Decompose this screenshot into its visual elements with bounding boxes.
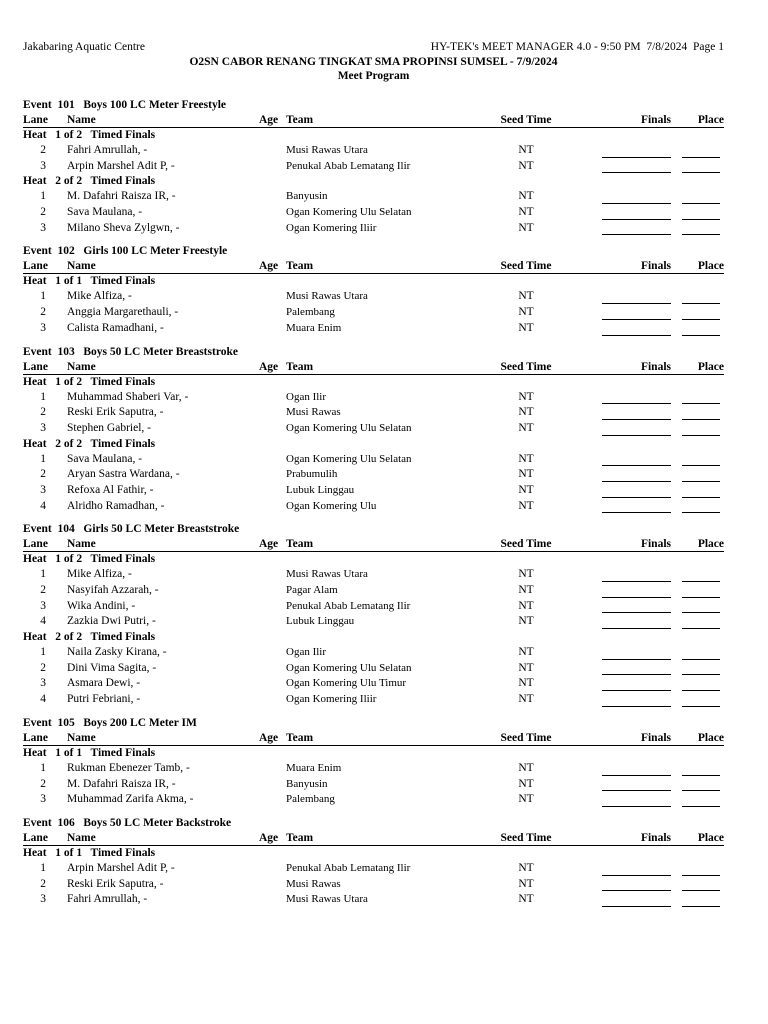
team-name: Musi Rawas Utara [286,568,368,581]
swimmer-name: M. Dafahri Raisza IR, - [67,777,176,790]
event-block [23,523,724,708]
swimmer-name: Fahri Amrullah, - [67,893,148,906]
lane-number: 3 [40,793,46,806]
finals-blank [602,435,671,436]
entry-row [23,321,724,337]
seed-time: NT [518,584,534,596]
column-header-lane: Lane [23,260,48,273]
seed-time: NT [518,406,534,419]
team-name: Palembang [286,306,335,319]
entry-row [23,390,724,406]
event-block [23,817,724,908]
seed-time: NT [518,452,534,465]
place-blank [682,512,720,513]
event-block [23,717,724,808]
entry-row [23,221,724,237]
finals-blank [602,790,671,791]
column-header-finals: Finals [640,731,671,744]
swimmer-name: Calista Ramadhani, - [67,321,164,334]
lane-number: 2 [40,144,46,156]
column-header-age: Age [259,260,279,273]
place-blank [682,612,720,613]
place-blank [682,706,720,707]
event-title: Event 104 Girls 50 LC Meter Breaststroke [23,523,240,536]
finals-blank [602,497,671,498]
lane-number: 1 [40,646,46,659]
entry-row [23,792,724,808]
finals-blank [602,674,671,675]
seed-time: NT [518,793,534,806]
seed-time: NT [518,144,534,156]
column-header-finals: Finals [640,831,671,844]
seed-time: NT [518,190,534,203]
entry-row [23,599,724,615]
seed-time: NT [518,661,534,674]
heat-label: Heat 1 of 2 Timed Finals [23,129,156,141]
seed-time: NT [518,468,534,481]
finals-blank [602,806,671,807]
team-name: Penukal Abab Lematang Ilir [286,599,411,612]
finals-blank [602,465,671,466]
entry-row [23,645,724,661]
finals-blank [602,219,671,220]
entry-row [23,676,724,692]
seed-time: NT [518,893,534,906]
column-header-age: Age [259,538,279,551]
event-title: Event 106 Boys 50 LC Meter Backstroke [23,816,232,829]
events-list [23,99,724,908]
column-headers [23,537,724,552]
place-blank [682,157,720,158]
team-name: Ogan Komering Ulu [286,499,377,512]
finals-blank [602,419,671,420]
lane-number: 2 [40,584,46,596]
entry-row [23,777,724,793]
team-name: Musi Rawas Utara [286,893,368,906]
entry-row [23,661,724,677]
seed-time: NT [518,306,534,319]
column-header-team: Team [286,114,314,126]
place-blank [682,497,720,498]
column-header-seed: Seed Time [500,260,552,273]
document-subtitle: Meet Program [337,70,410,82]
team-name: Ogan Komering Ulu Selatan [286,452,412,465]
column-header-lane: Lane [23,538,48,551]
finals-blank [602,234,671,235]
column-header-lane: Lane [23,114,48,126]
team-name: Banyusin [286,777,328,790]
place-blank [682,790,720,791]
finals-blank [602,335,671,336]
finals-blank [602,403,671,404]
place-blank [682,597,720,598]
finals-blank [602,659,671,660]
column-header-place: Place [697,731,724,744]
swimmer-name: Sava Maulana, - [67,206,143,219]
entry-row [23,143,724,159]
finals-blank [602,319,671,320]
team-name: Ogan Ilir [286,390,327,403]
entry-row [23,892,724,908]
swimmer-name: Reski Erik Saputra, - [67,877,164,890]
entry-row [23,452,724,468]
place-blank [682,674,720,675]
entry-row [23,761,724,777]
team-name: Musi Rawas [286,406,341,419]
column-headers [23,259,724,274]
seed-time: NT [518,290,534,303]
seed-time: NT [518,777,534,790]
finals-blank [602,581,671,582]
lane-number: 3 [40,221,46,234]
column-headers [23,360,724,375]
swimmer-name: M. Dafahri Raisza IR, - [67,190,176,203]
column-header-lane: Lane [23,731,48,744]
heat-label: Heat 2 of 2 Timed Finals [23,631,156,644]
finals-blank [602,597,671,598]
finals-blank [602,512,671,513]
column-header-finals: Finals [640,114,671,126]
column-header-name: Name [67,538,96,551]
heat-label: Heat 1 of 2 Timed Finals [23,553,156,566]
swimmer-name: Dini Vima Sagita, - [67,661,157,674]
lane-number: 2 [40,777,46,790]
team-name: Ogan Komering Iliir [286,221,377,234]
place-blank [682,465,720,466]
swimmer-name: Nasyifah Azzarah, - [67,584,159,596]
place-blank [682,319,720,320]
entry-row [23,877,724,893]
lane-number: 3 [40,321,46,334]
team-name: Ogan Komering Iliir [286,693,377,706]
column-header-team: Team [286,731,314,744]
column-header-seed: Seed Time [500,360,552,373]
heat-label: Heat 1 of 2 Timed Finals [23,375,156,388]
swimmer-name: Wika Andini, - [67,599,136,612]
place-blank [682,659,720,660]
lane-number: 4 [40,615,46,628]
column-headers [23,731,724,746]
place-blank [682,906,720,907]
column-header-finals: Finals [640,538,671,551]
finals-blank [602,203,671,204]
lane-number: 1 [40,568,46,581]
column-header-age: Age [259,114,279,126]
seed-time: NT [518,877,534,890]
event-block [23,346,724,515]
entry-row [23,189,724,205]
entry-row [23,861,724,877]
team-name: Musi Rawas [286,877,341,890]
seed-time: NT [518,390,534,403]
swimmer-name: Refoxa Al Fathir, - [67,483,154,496]
entry-row [23,567,724,583]
seed-time: NT [518,483,534,496]
team-name: Lubuk Linggau [286,483,355,496]
entry-row [23,405,724,421]
team-name: Lubuk Linggau [286,615,355,628]
swimmer-name: Fahri Amrullah, - [67,144,148,156]
lane-number: 1 [40,861,46,874]
lane-number: 1 [40,761,46,774]
lane-number: 1 [40,452,46,465]
team-name: Palembang [286,793,335,806]
page-header [23,41,724,56]
swimmer-name: Putri Febriani, - [67,693,141,706]
lane-number: 3 [40,599,46,612]
seed-time: NT [518,206,534,219]
place-blank [682,234,720,235]
entry-row [23,483,724,499]
seed-time: NT [518,861,534,874]
seed-time: NT [518,761,534,774]
entry-row [23,614,724,630]
column-header-team: Team [286,260,314,273]
lane-number: 4 [40,499,46,512]
place-blank [682,806,720,807]
swimmer-name: Mike Alfiza, - [67,568,132,581]
column-header-team: Team [286,538,314,551]
software-info: HY-TEK's MEET MANAGER 4.0 - 9:50 PM 7/8/2024 Page 1 [430,41,724,53]
column-header-team: Team [286,360,314,373]
team-name: Ogan Ilir [286,646,327,659]
column-header-seed: Seed Time [500,114,552,126]
column-header-place: Place [697,831,724,844]
heat-label: Heat 2 of 2 Timed Finals [23,437,156,450]
entry-row [23,421,724,437]
place-blank [682,403,720,404]
swimmer-name: Reski Erik Saputra, - [67,406,164,419]
team-name: Muara Enim [286,321,342,334]
meet-title: O2SN CABOR RENANG TINGKAT SMA PROPINSI SUMSEL - 7/9/2024 [189,56,558,68]
finals-blank [602,157,671,158]
seed-time: NT [518,615,534,628]
finals-blank [602,690,671,691]
heat-label: Heat 2 of 2 Timed Finals [23,175,156,188]
column-header-finals: Finals [640,360,671,373]
finals-blank [602,890,671,891]
column-header-seed: Seed Time [500,831,552,844]
seed-time: NT [518,693,534,706]
seed-time: NT [518,568,534,581]
team-name: Musi Rawas Utara [286,290,368,303]
lane-number: 3 [40,421,46,434]
lane-number: 2 [40,877,46,890]
column-header-name: Name [67,731,96,744]
column-header-name: Name [67,114,96,126]
event-block [23,99,724,236]
lane-number: 1 [40,190,46,203]
team-name: Ogan Komering Ulu Selatan [286,206,412,219]
team-name: Banyusin [286,190,328,203]
entry-row [23,692,724,708]
team-name: Ogan Komering Ulu Timur [286,677,407,690]
place-blank [682,481,720,482]
seed-time: NT [518,159,534,172]
place-blank [682,203,720,204]
lane-number: 3 [40,159,46,172]
swimmer-name: Muhammad Zarifa Akma, - [67,793,194,806]
seed-time: NT [518,599,534,612]
event-title: Event 103 Boys 50 LC Meter Breaststroke [23,345,238,358]
swimmer-name: Zazkia Dwi Putri, - [67,615,156,628]
swimmer-name: Muhammad Shaberi Var, - [67,390,189,403]
swimmer-name: Mike Alfiza, - [67,290,132,303]
place-blank [682,628,720,629]
event-title: Event 102 Girls 100 LC Meter Freestyle [23,245,228,258]
seed-time: NT [518,499,534,512]
lane-number: 2 [40,468,46,481]
column-header-seed: Seed Time [500,731,552,744]
meet-program-page [23,41,724,917]
column-header-team: Team [286,831,314,844]
team-name: Prabumulih [286,468,338,481]
finals-blank [602,481,671,482]
team-name: Musi Rawas Utara [286,144,368,156]
team-name: Penukal Abab Lematang Ilir [286,159,411,172]
lane-number: 3 [40,677,46,690]
event-title: Event 105 Boys 200 LC Meter IM [23,716,197,729]
heat-label: Heat 1 of 1 Timed Finals [23,275,156,288]
place-blank [682,690,720,691]
team-name: Ogan Komering Ulu Selatan [286,421,412,434]
column-header-lane: Lane [23,360,48,373]
team-name: Ogan Komering Ulu Selatan [286,661,412,674]
lane-number: 1 [40,290,46,303]
entry-row [23,467,724,483]
lane-number: 1 [40,390,46,403]
seed-time: NT [518,221,534,234]
finals-blank [602,303,671,304]
swimmer-name: Rukman Ebenezer Tamb, - [67,761,190,774]
place-blank [682,172,720,173]
entry-row [23,583,724,599]
column-header-lane: Lane [23,831,48,844]
column-header-age: Age [259,731,279,744]
swimmer-name: Anggia Margarethauli, - [67,306,179,319]
lane-number: 3 [40,483,46,496]
column-header-finals: Finals [640,260,671,273]
place-blank [682,775,720,776]
finals-blank [602,775,671,776]
finals-blank [602,612,671,613]
place-blank [682,435,720,436]
entry-row [23,305,724,321]
place-blank [682,303,720,304]
column-header-place: Place [697,260,724,273]
swimmer-name: Aryan Sastra Wardana, - [67,468,180,481]
swimmer-name: Sava Maulana, - [67,452,143,465]
column-header-name: Name [67,831,96,844]
finals-blank [602,906,671,907]
venue-name: Jakabaring Aquatic Centre [23,41,145,53]
lane-number: 2 [40,406,46,419]
place-blank [682,219,720,220]
lane-number: 2 [40,306,46,319]
finals-blank [602,706,671,707]
column-header-name: Name [67,360,96,373]
team-name: Muara Enim [286,761,342,774]
lane-number: 2 [40,206,46,219]
lane-number: 2 [40,661,46,674]
seed-time: NT [518,677,534,690]
lane-number: 3 [40,893,46,906]
column-header-name: Name [67,260,96,273]
team-name: Pagar Alam [286,584,338,596]
column-header-age: Age [259,831,279,844]
place-blank [682,875,720,876]
finals-blank [602,875,671,876]
heat-label: Heat 1 of 1 Timed Finals [23,746,156,759]
entry-row [23,289,724,305]
place-blank [682,419,720,420]
finals-blank [602,628,671,629]
heat-label: Heat 1 of 1 Timed Finals [23,846,156,859]
swimmer-name: Alridho Ramadhan, - [67,499,165,512]
team-name: Penukal Abab Lematang Ilir [286,861,411,874]
swimmer-name: Stephen Gabriel, - [67,421,151,434]
swimmer-name: Arpin Marshel Adit P, - [67,861,175,874]
column-header-place: Place [697,360,724,373]
seed-time: NT [518,321,534,334]
event-title: Event 101 Boys 100 LC Meter Freestyle [23,99,227,111]
entry-row [23,205,724,221]
lane-number: 4 [40,693,46,706]
column-header-place: Place [697,538,724,551]
column-headers [23,113,724,128]
swimmer-name: Milano Sheva Zylgwn, - [67,221,180,234]
entry-row [23,159,724,175]
event-block [23,245,724,336]
finals-blank [602,172,671,173]
place-blank [682,890,720,891]
place-blank [682,335,720,336]
column-header-age: Age [259,360,279,373]
entry-row [23,499,724,515]
column-header-seed: Seed Time [500,538,552,551]
swimmer-name: Naila Zasky Kirana, - [67,646,167,659]
seed-time: NT [518,421,534,434]
column-header-place: Place [697,114,724,126]
place-blank [682,581,720,582]
seed-time: NT [518,646,534,659]
swimmer-name: Arpin Marshel Adit P, - [67,159,175,172]
swimmer-name: Asmara Dewi, - [67,677,141,690]
column-headers [23,831,724,846]
